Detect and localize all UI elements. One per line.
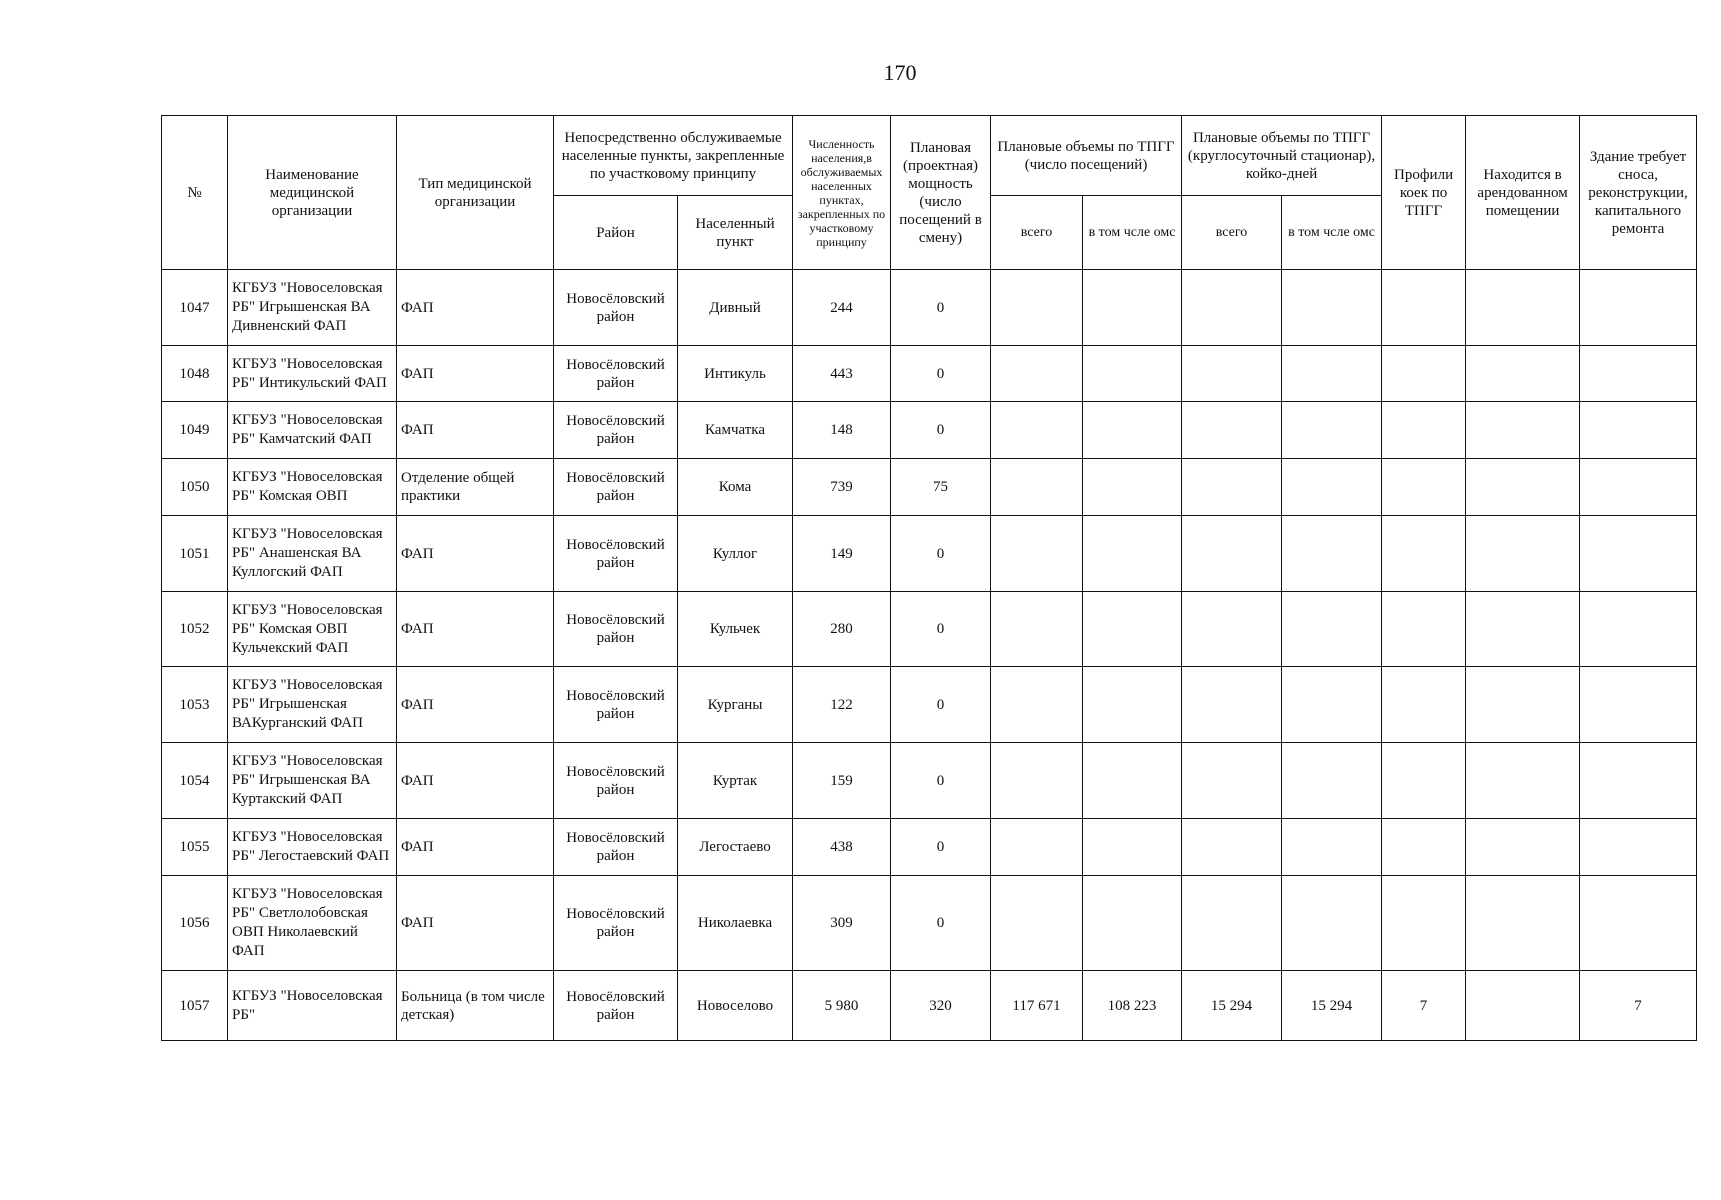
cell-hosp-total <box>1182 876 1282 971</box>
cell-visits-oms <box>1083 516 1182 592</box>
cell-hosp-oms <box>1282 667 1382 743</box>
cell-type: ФАП <box>397 516 554 592</box>
cell-name: КГБУЗ "Новоселовская РБ" Светлолобовская ОВП Николаевский ФАП <box>228 876 397 971</box>
cell-population: 438 <box>793 819 891 876</box>
table-row <box>162 971 1697 1041</box>
cell-visits-oms <box>1083 819 1182 876</box>
cell-beds <box>1382 819 1466 876</box>
cell-visits-oms <box>1083 459 1182 516</box>
cell-beds <box>1382 516 1466 592</box>
cell-capacity: 0 <box>891 819 991 876</box>
cell-locality: Куртак <box>678 743 793 819</box>
cell-name: КГБУЗ "Новоселовская РБ" Камчатский ФАП <box>228 402 397 459</box>
table-row <box>162 402 1697 459</box>
cell-capacity: 0 <box>891 667 991 743</box>
cell-visits-oms <box>1083 667 1182 743</box>
cell-beds <box>1382 402 1466 459</box>
header-capacity: Плановая (проектная) мощность (число посещений в смену) <box>891 116 991 270</box>
table-row <box>162 270 1697 346</box>
cell-beds <box>1382 346 1466 402</box>
cell-hosp-oms <box>1282 592 1382 667</box>
cell-no: 1047 <box>162 270 228 346</box>
cell-name: КГБУЗ "Новоселовская РБ" Игрышенская ВАКурганский ФАП <box>228 667 397 743</box>
cell-type: ФАП <box>397 667 554 743</box>
cell-name: КГБУЗ "Новоселовская РБ" Интикульский ФАП <box>228 346 397 402</box>
cell-rented <box>1466 592 1580 667</box>
table-row <box>162 516 1697 592</box>
cell-hosp-total <box>1182 592 1282 667</box>
cell-visits-oms <box>1083 876 1182 971</box>
cell-hosp-oms <box>1282 819 1382 876</box>
table-row <box>162 346 1697 402</box>
cell-hosp-oms: 15 294 <box>1282 971 1382 1041</box>
cell-population: 309 <box>793 876 891 971</box>
header-visits-oms: в том чсле омс <box>1083 196 1182 270</box>
cell-visits-oms <box>1083 592 1182 667</box>
cell-population: 739 <box>793 459 891 516</box>
table-row <box>162 876 1697 971</box>
cell-hosp-total <box>1182 346 1282 402</box>
cell-locality: Кома <box>678 459 793 516</box>
cell-capacity: 320 <box>891 971 991 1041</box>
cell-locality: Легостаево <box>678 819 793 876</box>
cell-visits-total <box>991 876 1083 971</box>
cell-visits-oms <box>1083 270 1182 346</box>
cell-visits-total <box>991 819 1083 876</box>
cell-visits-oms <box>1083 346 1182 402</box>
header-type: Тип медицинской организации <box>397 116 554 270</box>
cell-visits-total <box>991 346 1083 402</box>
cell-population: 280 <box>793 592 891 667</box>
cell-population: 148 <box>793 402 891 459</box>
cell-locality: Камчатка <box>678 402 793 459</box>
cell-district: Новосёловский район <box>554 592 678 667</box>
cell-beds <box>1382 876 1466 971</box>
cell-visits-oms: 108 223 <box>1083 971 1182 1041</box>
cell-visits-total <box>991 592 1083 667</box>
cell-district: Новосёловский район <box>554 971 678 1041</box>
cell-hosp-total <box>1182 402 1282 459</box>
table-header <box>162 116 1697 270</box>
cell-district: Новосёловский район <box>554 270 678 346</box>
header-hosp-group: Плановые объемы по ТПГГ (круглосуточный стационар), койко-дней <box>1182 116 1382 196</box>
cell-capacity: 0 <box>891 743 991 819</box>
cell-district: Новосёловский район <box>554 402 678 459</box>
cell-building <box>1580 459 1697 516</box>
cell-building <box>1580 270 1697 346</box>
cell-district: Новосёловский район <box>554 459 678 516</box>
cell-visits-total <box>991 402 1083 459</box>
table-row <box>162 667 1697 743</box>
cell-population: 443 <box>793 346 891 402</box>
cell-hosp-total: 15 294 <box>1182 971 1282 1041</box>
cell-no: 1051 <box>162 516 228 592</box>
table-body <box>162 270 1697 1041</box>
cell-locality: Интикуль <box>678 346 793 402</box>
header-building: Здание требует сноса, реконструкции, капитального ремонта <box>1580 116 1697 270</box>
cell-locality: Новоселово <box>678 971 793 1041</box>
header-hosp-total: всего <box>1182 196 1282 270</box>
cell-population: 149 <box>793 516 891 592</box>
cell-building <box>1580 516 1697 592</box>
cell-type: Больница (в том числе детская) <box>397 971 554 1041</box>
header-rented: Находится в арендованном помещении <box>1466 116 1580 270</box>
cell-hosp-total <box>1182 459 1282 516</box>
cell-rented <box>1466 876 1580 971</box>
table-row <box>162 459 1697 516</box>
cell-hosp-oms <box>1282 876 1382 971</box>
facilities-table <box>161 115 1697 1041</box>
cell-rented <box>1466 743 1580 819</box>
cell-building <box>1580 743 1697 819</box>
cell-type: ФАП <box>397 346 554 402</box>
cell-population: 122 <box>793 667 891 743</box>
cell-no: 1053 <box>162 667 228 743</box>
cell-building <box>1580 819 1697 876</box>
cell-hosp-oms <box>1282 743 1382 819</box>
cell-capacity: 0 <box>891 876 991 971</box>
header-district: Район <box>554 196 678 270</box>
cell-capacity: 0 <box>891 592 991 667</box>
cell-no: 1052 <box>162 592 228 667</box>
cell-name: КГБУЗ "Новоселовская РБ" Комская ОВП Кульчекский ФАП <box>228 592 397 667</box>
cell-no: 1057 <box>162 971 228 1041</box>
header-visits-total: всего <box>991 196 1083 270</box>
cell-type: ФАП <box>397 402 554 459</box>
cell-locality: Дивный <box>678 270 793 346</box>
cell-hosp-total <box>1182 270 1282 346</box>
cell-no: 1048 <box>162 346 228 402</box>
cell-visits-total: 117 671 <box>991 971 1083 1041</box>
cell-type: ФАП <box>397 876 554 971</box>
cell-hosp-oms <box>1282 270 1382 346</box>
cell-visits-oms <box>1083 743 1182 819</box>
cell-type: ФАП <box>397 592 554 667</box>
cell-type: ФАП <box>397 819 554 876</box>
cell-visits-total <box>991 270 1083 346</box>
cell-hosp-total <box>1182 743 1282 819</box>
cell-no: 1054 <box>162 743 228 819</box>
cell-name: КГБУЗ "Новоселовская РБ" Игрышенская ВА Дивненский ФАП <box>228 270 397 346</box>
cell-rented <box>1466 516 1580 592</box>
cell-population: 5 980 <box>793 971 891 1041</box>
cell-visits-total <box>991 743 1083 819</box>
cell-beds <box>1382 667 1466 743</box>
cell-beds <box>1382 459 1466 516</box>
cell-district: Новосёловский район <box>554 876 678 971</box>
header-points-group: Непосредственно обслуживаемые населенные пункты, закрепленные по участковому принципу <box>554 116 793 196</box>
cell-hosp-total <box>1182 819 1282 876</box>
cell-population: 159 <box>793 743 891 819</box>
table-row <box>162 592 1697 667</box>
header-hosp-oms: в том чсле омс <box>1282 196 1382 270</box>
cell-no: 1050 <box>162 459 228 516</box>
cell-building <box>1580 592 1697 667</box>
cell-name: КГБУЗ "Новоселовская РБ" Комская ОВП <box>228 459 397 516</box>
cell-locality: Кульчек <box>678 592 793 667</box>
cell-rented <box>1466 346 1580 402</box>
cell-district: Новосёловский район <box>554 667 678 743</box>
cell-visits-total <box>991 459 1083 516</box>
cell-hosp-total <box>1182 516 1282 592</box>
header-locality: Населенный пункт <box>678 196 793 270</box>
cell-building <box>1580 667 1697 743</box>
page-number: 170 <box>883 60 917 85</box>
cell-beds <box>1382 743 1466 819</box>
cell-rented <box>1466 667 1580 743</box>
cell-type: ФАП <box>397 743 554 819</box>
cell-locality: Николаевка <box>678 876 793 971</box>
cell-building <box>1580 346 1697 402</box>
cell-beds <box>1382 592 1466 667</box>
cell-rented <box>1466 819 1580 876</box>
cell-hosp-oms <box>1282 402 1382 459</box>
cell-population: 244 <box>793 270 891 346</box>
table-row <box>162 743 1697 819</box>
cell-name: КГБУЗ "Новоселовская РБ" Анашенская ВА Куллогский ФАП <box>228 516 397 592</box>
header-beds: Профили коек по ТПГГ <box>1382 116 1466 270</box>
header-visits-group: Плановые объемы по ТПГГ (число посещений) <box>991 116 1182 196</box>
cell-district: Новосёловский район <box>554 743 678 819</box>
cell-name: КГБУЗ "Новоселовская РБ" <box>228 971 397 1041</box>
cell-district: Новосёловский район <box>554 819 678 876</box>
cell-hosp-oms <box>1282 346 1382 402</box>
cell-locality: Курганы <box>678 667 793 743</box>
cell-capacity: 0 <box>891 402 991 459</box>
cell-visits-total <box>991 667 1083 743</box>
cell-no: 1055 <box>162 819 228 876</box>
cell-hosp-oms <box>1282 516 1382 592</box>
cell-building <box>1580 876 1697 971</box>
header-name: Наименование медицинской организации <box>228 116 397 270</box>
cell-no: 1056 <box>162 876 228 971</box>
cell-name: КГБУЗ "Новоселовская РБ" Игрышенская ВА Куртакский ФАП <box>228 743 397 819</box>
cell-rented <box>1466 270 1580 346</box>
table-row <box>162 819 1697 876</box>
cell-rented <box>1466 402 1580 459</box>
cell-locality: Куллог <box>678 516 793 592</box>
cell-capacity: 0 <box>891 516 991 592</box>
cell-beds: 7 <box>1382 971 1466 1041</box>
cell-beds <box>1382 270 1466 346</box>
cell-rented <box>1466 971 1580 1041</box>
cell-district: Новосёловский район <box>554 516 678 592</box>
cell-building <box>1580 402 1697 459</box>
cell-rented <box>1466 459 1580 516</box>
cell-capacity: 0 <box>891 270 991 346</box>
cell-type: ФАП <box>397 270 554 346</box>
cell-capacity: 0 <box>891 346 991 402</box>
cell-hosp-oms <box>1282 459 1382 516</box>
cell-type: Отделение общей практики <box>397 459 554 516</box>
cell-name: КГБУЗ "Новоселовская РБ" Легостаевский ФАП <box>228 819 397 876</box>
cell-district: Новосёловский район <box>554 346 678 402</box>
cell-building: 7 <box>1580 971 1697 1041</box>
cell-visits-total <box>991 516 1083 592</box>
cell-capacity: 75 <box>891 459 991 516</box>
header-no: № <box>162 116 228 270</box>
cell-visits-oms <box>1083 402 1182 459</box>
header-population: Численность населения,в обслуживаемых населенных пунктах, закрепленных по участковому принципу <box>793 116 891 270</box>
cell-hosp-total <box>1182 667 1282 743</box>
cell-no: 1049 <box>162 402 228 459</box>
